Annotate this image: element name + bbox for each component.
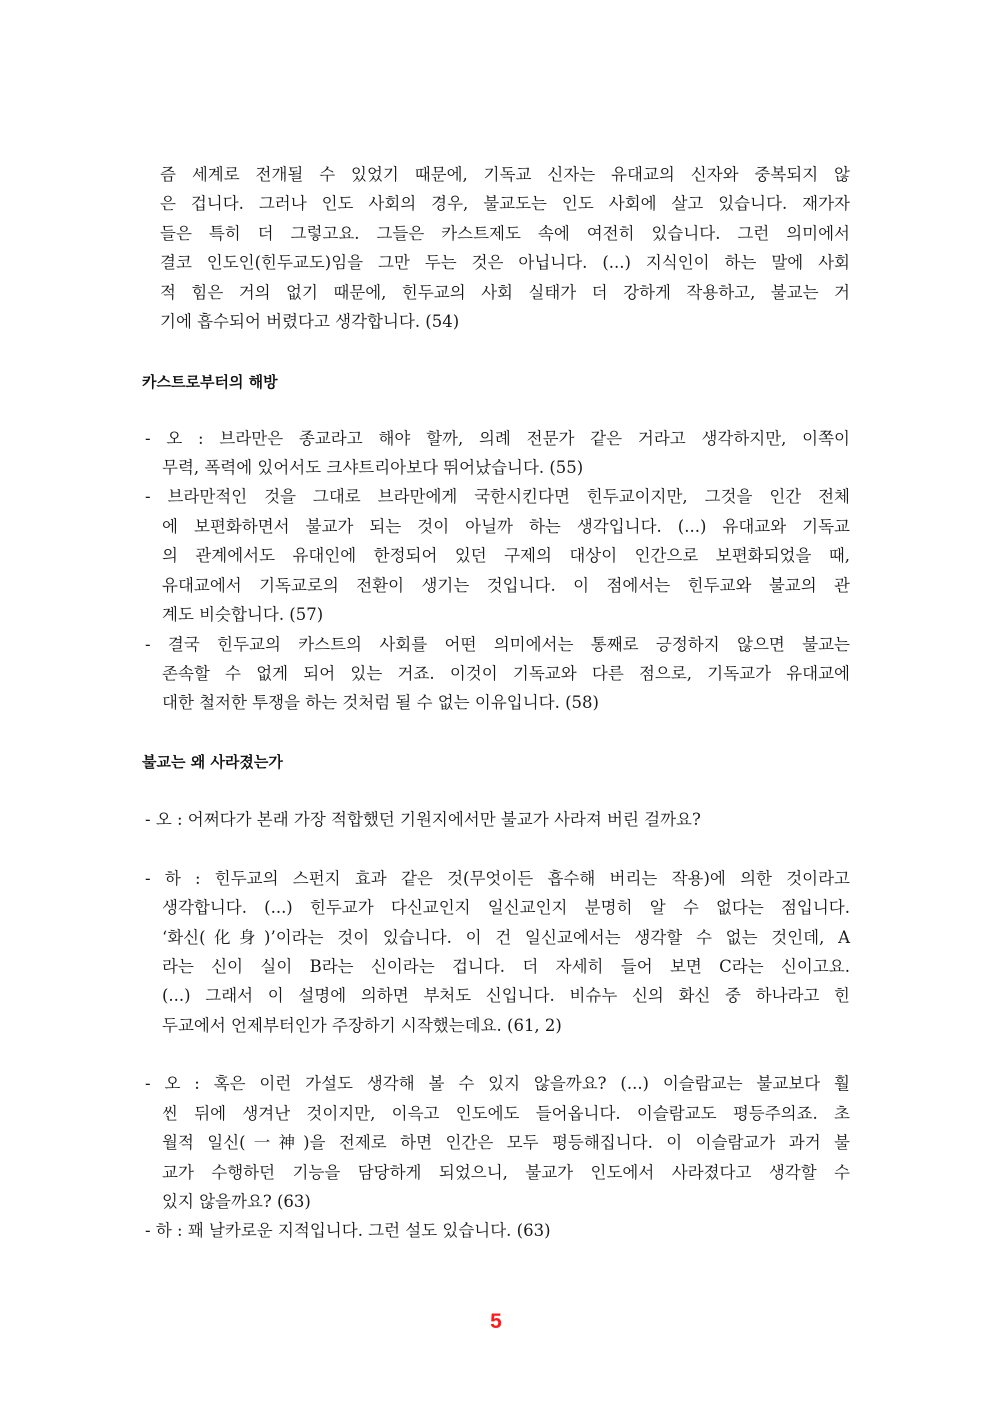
paragraph-line: 기에 흡수되어 버렸다고 생각합니다. (54) [160, 312, 460, 331]
paragraph-line: 결코 인도인(힌두교도)임을 그만 두는 것은 아닙니다. (...) 지식인이 하는 말에 사회 [160, 253, 850, 272]
paragraph-line: 라는 신이 실이 B라는 신이라는 겁니다. 더 자세히 들어 보면 C라는 신이고요. [162, 957, 850, 976]
paragraph-line: - 하 : 꽤 날카로운 지적입니다. 그런 설도 있습니다. (63) [145, 1221, 551, 1240]
paragraph-line: (...) 그래서 이 설명에 의하면 부처도 신입니다. 비슈누 신의 화신 중 하나라고 힌 [162, 986, 850, 1005]
paragraph-line: 계도 비슷합니다. (57) [162, 605, 324, 624]
paragraph-line: 유대교에서 기독교로의 전환이 생기는 것입니다. 이 점에서는 힌두교와 불교의 관 [162, 576, 850, 595]
paragraph-line: - 오 : 브라만은 종교라고 해야 할까, 의례 전문가 같은 거라고 생각하지만, 이쪽이 [145, 429, 850, 448]
paragraph-line: ‘화신(化身)’이라는 것이 있습니다. 이 건 일신교에서는 생각할 수 없는 것인데, A [162, 928, 850, 947]
paragraph-line: - 브라만적인 것을 그대로 브라만에게 국한시킨다면 힌두교이지만, 그것을 인간 전체 [145, 487, 850, 506]
paragraph-line: 무력, 폭력에 있어서도 크샤트리아보다 뛰어났습니다. (55) [162, 458, 584, 477]
section-heading: 불교는 왜 사라졌는가 [142, 753, 283, 771]
paragraph-line: 월적 일신(一神)을 전제로 하면 인간은 모두 평등해집니다. 이 이슬람교가 과거 불 [162, 1133, 850, 1152]
paragraph-line: 대한 철저한 투쟁을 하는 것처럼 될 수 없는 이유입니다. (58) [162, 693, 599, 712]
page-number: 5 [490, 1310, 502, 1333]
paragraph-line: - 오 : 혹은 이런 가설도 생각해 볼 수 있지 않을까요? (...) 이슬람교는 불교보다 훨 [145, 1074, 850, 1093]
paragraph-line: 적 힘은 거의 없기 때문에, 힌두교의 사회 실태가 더 강하게 작용하고, 불교는 거 [160, 283, 850, 302]
paragraph-line: 에 보편화하면서 불교가 되는 것이 아닐까 하는 생각입니다. (...) 유대교와 기독교 [162, 517, 850, 536]
paragraph-line: 들은 특히 더 그렇고요. 그들은 카스트제도 속에 여전히 있습니다. 그런 의미에서 [160, 224, 850, 243]
paragraph-line: 존속할 수 없게 되어 있는 거죠. 이것이 기독교와 다른 점으로, 기독교가 유대교에 [162, 664, 850, 683]
section-heading: 카스트로부터의 해방 [142, 373, 278, 391]
paragraph-line: - 하 : 힌두교의 스펀지 효과 같은 것(무엇이든 흡수해 버리는 작용)에 의한 것이라고 [145, 869, 850, 888]
paragraph-line: 두교에서 언제부터인가 주장하기 시작했는데요. (61, 2) [162, 1016, 562, 1035]
paragraph-line: 즘 세계로 전개될 수 있었기 때문에, 기독교 신자는 유대교의 신자와 중복되지 않 [160, 165, 850, 184]
paragraph-line: 생각합니다. (...) 힌두교가 다신교인지 일신교인지 분명히 알 수 없다는 점입니다. [162, 898, 850, 917]
paragraph-line: 있지 않을까요? (63) [162, 1192, 311, 1211]
paragraph-line: 교가 수행하던 기능을 담당하게 되었으니, 불교가 인도에서 사라졌다고 생각할 수 [162, 1163, 850, 1182]
paragraph-line: 씬 뒤에 생겨난 것이지만, 이윽고 인도에도 들어옵니다. 이슬람교도 평등주의죠. 초 [162, 1104, 850, 1123]
paragraph-line: 은 겁니다. 그러나 인도 사회의 경우, 불교도는 인도 사회에 살고 있습니다. 재가자 [160, 194, 850, 213]
paragraph-line: - 결국 힌두교의 카스트의 사회를 어떤 의미에서는 통째로 긍정하지 않으면 불교는 [145, 635, 850, 654]
paragraph-line: 의 관계에서도 유대인에 한정되어 있던 구제의 대상이 인간으로 보편화되었을 때, [162, 546, 850, 565]
paragraph-line: - 오 : 어쩌다가 본래 가장 적합했던 기원지에서만 불교가 사라져 버린 걸까요? [145, 810, 701, 829]
